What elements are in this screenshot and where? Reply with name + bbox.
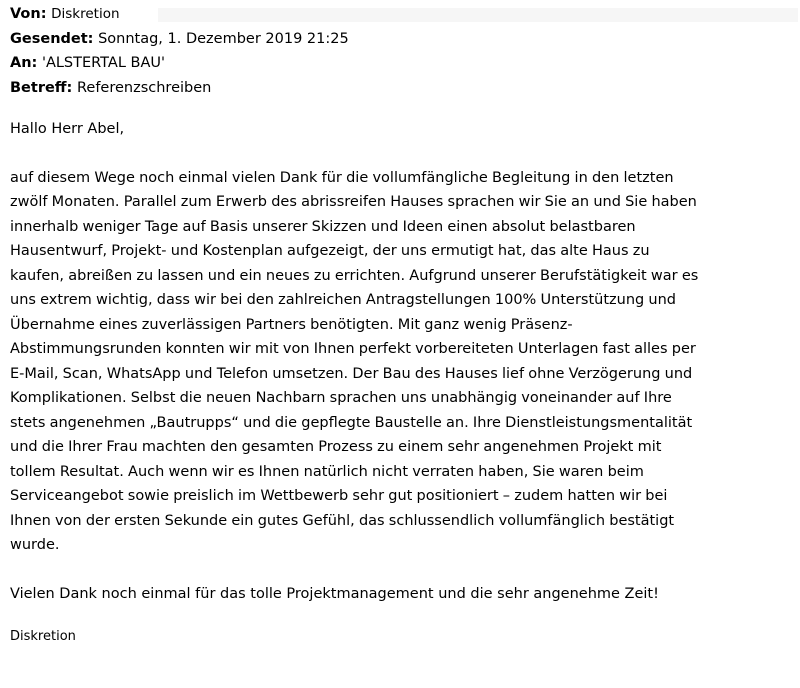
body-line: E-Mail, Scan, WhatsApp und Telefon umsetzen. Der Bau des Hauses lief ohne Verzögerung und [10, 365, 693, 382]
body-line: Komplikationen. Selbst die neuen Nachbarn sprachen uns unabhängig voneinander auf Ihre [10, 390, 672, 406]
sent-value: Sonntag, 1. Dezember 2019 21:25 [98, 30, 349, 47]
sent-label: Gesendet: [10, 30, 94, 47]
to-value: 'ALSTERTAL BAU' [41, 55, 165, 71]
body-line: Hausentwurf, Projekt- und Kostenplan aufgezeigt, der uns ermutigt hat, das alte Haus zu [10, 243, 650, 259]
header-to-row [10, 51, 795, 76]
body-line: Ihnen von der ersten Sekunde ein gutes Gefühl, das schlussendlich vollumfänglich bestätigt [10, 512, 675, 529]
body-line: uns extrem wichtig, dass wir bei den zahlreichen Antragstellungen 100% Unterstützung und [10, 292, 677, 308]
greeting: Hallo Herr Abel, [10, 121, 125, 137]
body-line: innerhalb weniger Tage auf Basis unserer Skizzen und Ideen einen absolut belastbaren [10, 218, 636, 235]
body-line: kaufen, abreißen zu lassen und ein neues zu errichten. Aufgrund unserer Berufstätigkeit war es [10, 267, 699, 284]
to-label: An: [10, 55, 38, 71]
signature: Diskretion [10, 629, 76, 644]
body-line: tollem Resultat. Auch wenn wir es Ihnen natürlich nicht verraten haben, Sie waren beim [10, 463, 644, 480]
body-line: zwölf Monaten. Parallel zum Erwerb des abrissreifen Hauses sprachen wir Sie an und Sie haben [10, 194, 697, 210]
body-line: Serviceangebot sowie preislich im Wettbewerb sehr gut positioniert – zudem hatten wir bei [10, 488, 668, 504]
header-sent-row [10, 27, 795, 52]
subject-label: Betreff: [10, 79, 73, 96]
email-header [10, 2, 795, 100]
header-subject-row [10, 76, 795, 101]
subject-value: Referenzschreiben [76, 79, 212, 96]
body-line: stets angenehmen „Bautrupps“ und die gepflegte Baustelle an. Ihre Dienstleistungsmentalität [10, 414, 693, 431]
body-line: wurde. [10, 537, 60, 553]
from-label: Von: [10, 6, 47, 22]
from-value: Diskretion [51, 6, 120, 22]
body-line: auf diesem Wege noch einmal vielen Dank für die vollumfängliche Begleitung in den letzten [10, 169, 674, 186]
closing-line: Vielen Dank noch einmal für das tolle Projektmanagement und die sehr angenehme Zeit! [10, 585, 659, 602]
body-line: Übernahme eines zuverlässigen Partners benötigten. Mit ganz wenig Präsenz- [10, 316, 573, 333]
body-paragraph [10, 166, 795, 558]
body-line: und die Ihrer Frau machten den gesamten Prozess zu einem sehr angenehmen Projekt mit [10, 439, 662, 455]
email-message [10, 2, 795, 647]
body-line: Abstimmungsrunden konnten wir mit von Ihnen perfekt vorbereiteten Unterlagen fast alles per [10, 341, 696, 357]
header-from-row [10, 2, 795, 27]
